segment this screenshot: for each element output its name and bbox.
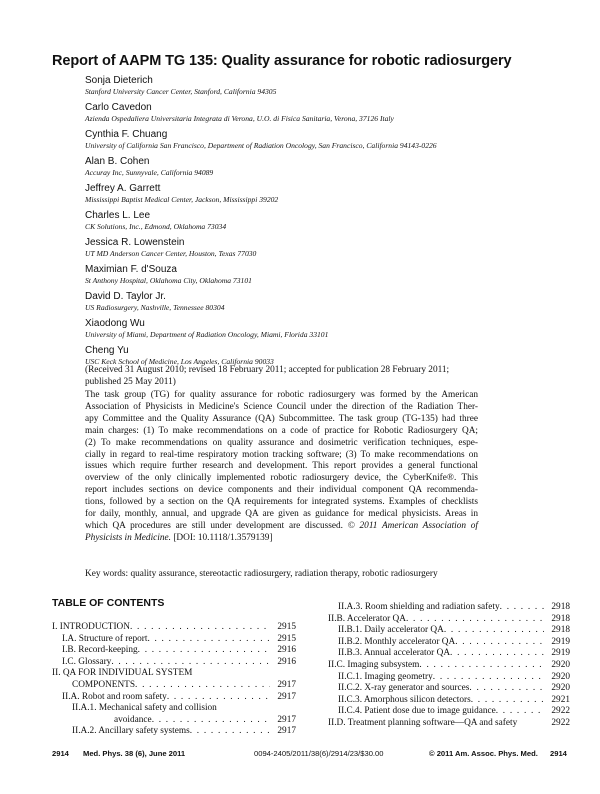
author-name: Xiaodong Wu [85,318,145,329]
copyright-notice: © 2011 American Association of [347,520,479,531]
toc-entry [318,695,570,707]
copyright-notice-cont: Physicists in Medicine. [85,532,171,543]
toc-leader [190,726,270,738]
author-affiliation: University of Miami, Department of Radiation Oncology, Miami, Florida 33101 [85,330,329,339]
toc-entry [52,668,296,680]
toc-leader [444,625,544,637]
received-line: (Received 31 August 2010; revised 18 February 2011; accepted for publication 28 February 2011; [85,365,450,375]
toc-entry [52,622,296,634]
author [85,129,545,156]
toc-leader [406,614,544,626]
footer-journal: Med. Phys. 38 (6), June 2011 [83,749,186,758]
author [85,318,545,345]
abstract [85,390,478,545]
author-affiliation: CK Solutions, Inc., Edmond, Oklahoma 73034 [85,222,227,231]
toc-entry [52,726,296,738]
toc-entry-label: I.C. Glossary [62,656,112,667]
toc-entry-page: 2920 [551,683,570,694]
toc-entry-label: I.B. Record-keeping [62,645,138,656]
toc-entry [318,718,570,730]
author-affiliation: University of California San Francisco, Department of Radiation Oncology, San Francisco, California 94143-0226 [85,141,437,150]
abstract-line [85,521,478,533]
toc-entry-label: II.A.3. Room shielding and radiation safety [338,602,500,612]
toc-entry [52,692,296,704]
toc-entry-page: 2920 [551,671,570,682]
author [85,156,545,183]
abstract-line: (2) To make recommendations on quality assurance and dosimetric verification techniques, espe- [85,437,478,448]
toc-entry [318,672,570,684]
toc-entry [52,703,296,715]
toc-leader [138,645,270,657]
abstract-line: tions, followed by a section on the QA requirements for integrated systems. Examples of checklists [85,497,478,508]
author-name: Alan B. Cohen [85,156,150,167]
author-affiliation: Stanford University Cancer Center, Stanford, California 94305 [85,87,277,96]
toc-entry-page: 2918 [551,613,570,624]
author-name: Carlo Cavedon [85,102,152,113]
author-affiliation: St Anthony Hospital, Oklahoma City, Oklahoma 73101 [85,276,252,285]
toc-entry [318,614,570,626]
received-line: published 25 May 2011) [85,377,176,387]
toc-leader [471,695,544,707]
toc-entry-label: II.C.3. Amorphous silicon detectors [338,694,471,705]
toc-entry-label: II.B.2. Monthly accelerator QA [338,636,456,647]
toc-leader [135,680,270,692]
author [85,183,545,210]
abstract-line: Association of Physicists in Medicine's Science Council under the direction of the Radiation Ther- [85,401,478,412]
author-name: Maximian F. d'Souza [85,264,177,275]
toc-entry-label: II.B.1. Daily accelerator QA [338,625,444,636]
author [85,237,545,264]
toc-entry-label: II.C. Imaging subsystem [328,659,420,670]
toc-entry-label: II.B.3. Annual accelerator QA [338,648,451,659]
toc-leader [147,634,270,646]
doi: [DOI: 10.1118/1.3579139] [173,532,273,543]
toc-entry [318,660,570,672]
toc-entry-label: avoidance [114,714,152,725]
toc-entry-label: II.D. Treatment planning software—QA and safety [328,717,518,728]
toc-entry-label: II.A.2. Ancillary safety systems [72,726,190,737]
toc-entry-page: 2920 [551,659,570,670]
toc-entry-page: 2921 [551,694,570,705]
toc-heading: TABLE OF CONTENTS [52,597,165,609]
toc-entry-label: I. INTRODUCTION [52,622,130,632]
toc-entry [318,683,570,695]
toc-entry-page: 2916 [277,656,296,667]
author-affiliation: Accuray Inc, Sunnyvale, California 94089 [85,168,214,177]
author [85,75,545,102]
author [85,102,545,129]
toc-leader [167,692,270,704]
toc-entry-label: II. QA FOR INDIVIDUAL SYSTEM [52,668,193,679]
abstract-line: overview of the only clinically implemented robotic radiosurgery device, the CyberKnife®. This [85,473,478,484]
author-affiliation: USC Keck School of Medicine, Los Angeles, California 90033 [85,357,274,366]
toc-entry-page: 2918 [551,625,570,636]
author [85,210,545,237]
abstract-line: issues which require further research and development. This report provides a general functional [85,461,478,472]
author-name: Cynthia F. Chuang [85,129,168,140]
toc-leader [496,706,544,718]
author-affiliation: UT MD Anderson Cancer Center, Houston, Texas 77030 [85,249,257,258]
toc-entry-label: II.A. Robot and room safety [62,691,167,702]
toc-leader [419,660,544,672]
toc-leader [517,718,544,730]
toc-leader [500,602,544,614]
toc-entry [318,648,570,660]
toc-entry-label: II.C.2. X-ray generator and sources [338,683,470,694]
author-name: Cheng Yu [85,345,129,356]
toc-entry-page: 2917 [277,726,296,737]
toc-entry-page: 2922 [551,706,570,717]
toc-leader [433,672,544,684]
toc-leader [111,657,270,669]
author-name: Sonja Dieterich [85,75,153,86]
abstract-line [85,533,478,545]
toc-entry [52,645,296,657]
author-name: Jessica R. Lowenstein [85,237,185,248]
toc-entry-page: 2915 [277,633,296,644]
author-name: Jeffrey A. Garrett [85,183,161,194]
author-affiliation: Mississippi Baptist Medical Center, Jackson, Mississippi 39202 [85,195,279,204]
author [85,264,545,291]
footer-copyright: © 2011 Am. Assoc. Phys. Med. [429,749,538,758]
toc-entry [52,657,296,669]
toc-entry [318,637,570,649]
toc-entry-page: 2917 [277,714,296,725]
abstract-line: apy Committee and the Quality Assurance (QA) Subcommittee. The task group (TG-135) had three [85,413,478,424]
toc-entry-page: 2919 [551,648,570,659]
toc-entry [318,602,570,614]
toc-entry-page: 2917 [277,679,296,690]
author-affiliation: US Radiosurgery, Nashville, Tennessee 80304 [85,303,225,312]
toc-entry [318,625,570,637]
abstract-line: cially in regard to real-time respiratory motion tracking software; (3) To make recommendations on [85,449,478,460]
toc-entry [52,680,296,692]
toc-entry-label: II.B. Accelerator QA [328,613,406,624]
author-affiliation: Azienda Ospedaliera Universitaria Integrata di Verona, U.O. di Fisica Sanitaria, Verona, 37126 Italy [85,114,394,123]
toc-entry-page: 2918 [551,602,570,612]
paper-title: Report of AAPM TG 135: Quality assurance for robotic radiosurgery [52,53,512,69]
toc-leader [455,637,544,649]
toc-entry-page: 2917 [277,691,296,702]
keywords: Key words: quality assurance, stereotactic radiosurgery, radiation therapy, robotic radiosurgery [85,569,438,579]
toc-entry-label: II.A.1. Mechanical safety and collision [72,703,217,714]
author-name: Charles L. Lee [85,210,151,221]
toc-entry-page: 2915 [277,622,296,632]
toc-leader [469,683,544,695]
toc-entry-page: 2916 [277,645,296,656]
author-name: David D. Taylor Jr. [85,291,166,302]
toc-entry [318,706,570,718]
abstract-line: main charges: (1) To make recommendations on a code of practice for Robotic Radiosurgery QA; [85,425,478,436]
toc-entry-label: I.A. Structure of report [62,633,148,644]
author-list [85,75,545,372]
toc-entry-label: COMPONENTS [72,679,136,690]
abstract-line: The task group (TG) for quality assurance for robotic radiosurgery was formed by the American [85,390,478,400]
abstract-line: report includes sections on device components and their individual component QA recommenda- [85,485,478,496]
author [85,291,545,318]
toc-entry-label: II.C.1. Imaging geometry [338,671,433,682]
toc-entry [52,715,296,727]
toc-leader [450,648,544,660]
toc-right-column [318,602,570,730]
abstract-line: for daily, monthly, annual, and upgrade QA are given as guidance for medical physicists. Areas in [85,509,478,520]
toc-leader [152,715,270,727]
toc-leader [130,622,270,634]
received-dates [85,364,485,388]
footer-page-left: 2914 [52,749,69,758]
abstract-text: which QA procedures are still under development are discussed. [85,520,343,531]
footer-code: 0094-2405/2011/38(6)/2914/23/$30.00 [254,749,384,758]
toc-entry-page: 2922 [551,717,570,728]
footer-page-right: 2914 [550,749,567,758]
toc-entry-page: 2919 [551,636,570,647]
toc-entry-label: II.C.4. Patient dose due to image guidance [338,706,496,717]
toc-entry [52,634,296,646]
toc-left-column [52,622,296,738]
